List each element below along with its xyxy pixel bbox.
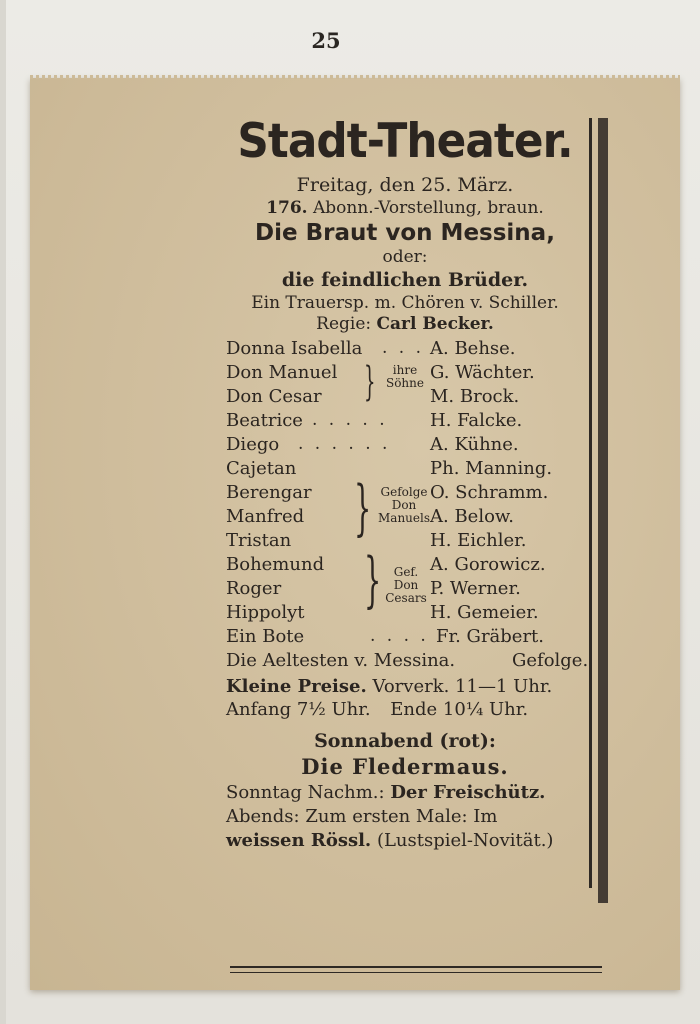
play-title: Die Braut von Messina, — [255, 220, 555, 246]
cast-role: Tristan — [226, 530, 292, 551]
cast-role: Don Cesar — [226, 386, 322, 407]
cast-role: Cajetan — [226, 458, 297, 479]
times-line — [226, 701, 528, 719]
cast-role: Ein Bote — [226, 626, 305, 647]
cast-actor: G. Wächter. — [430, 362, 535, 383]
cast-actor: O. Schramm. — [430, 482, 549, 503]
cast-actor: Fr. Gräbert. — [436, 626, 545, 647]
column-rule — [589, 118, 592, 888]
cast-actor: A. Kühne. — [430, 434, 519, 455]
bottom-rule — [230, 966, 602, 968]
group-text: Gef. Don — [393, 565, 419, 593]
cast-actor: H. Gemeier. — [430, 602, 539, 623]
presale-hours: Vorverk. 11—1 Uhr. — [372, 676, 553, 697]
cast-dots: . . . . . — [312, 410, 388, 430]
group-label-sons — [384, 364, 426, 390]
cast-role: Berengar — [226, 482, 312, 503]
oder-line: oder: — [382, 247, 428, 267]
sunday-line — [226, 784, 545, 802]
group-label-cesar — [380, 566, 432, 606]
group-text: Don — [391, 498, 417, 513]
subscription-text: Abonn.-Vorstellung, braun. — [313, 198, 544, 218]
saturday-play: Die Fledermaus. — [301, 754, 509, 779]
cast-dots: . . . . . . — [298, 434, 391, 454]
cast-role: Manfred — [226, 506, 305, 527]
cast-role: Roger — [226, 578, 282, 599]
group-text: Söhne — [385, 376, 424, 391]
cast-actor: A. Behse. — [430, 338, 516, 359]
page-number: 25 — [311, 28, 341, 53]
group-text: Gefolge — [380, 485, 428, 499]
cast-role: Don Manuel — [226, 362, 338, 383]
cast-dots: . . . — [382, 338, 425, 358]
brace-manuel-retinue: } — [354, 473, 372, 543]
prices-label: Kleine Preise. — [226, 676, 367, 697]
group-label-manuel — [374, 486, 434, 526]
column-rule-torn — [598, 118, 608, 903]
evening-genre: (Lustspiel-Novität.) — [376, 830, 554, 851]
theater-title: Stadt-Theater. — [237, 114, 573, 169]
group-text: ihre — [392, 363, 418, 377]
director-name: Carl Becker. — [376, 314, 494, 334]
album-page-edge — [0, 0, 6, 1024]
evening-label: Abends: — [226, 806, 300, 827]
cast-actor: A. Below. — [430, 506, 514, 527]
brace-sons: } — [364, 359, 376, 405]
cast-role: Hippolyt — [226, 602, 305, 623]
cast-role: Diego — [226, 434, 280, 455]
evening-line — [226, 808, 497, 826]
cast-actor: A. Gorowicz. — [430, 554, 546, 575]
direction-line — [224, 316, 586, 333]
cast-actor: H. Eichler. — [430, 530, 527, 551]
cast-actor: M. Brock. — [430, 386, 520, 407]
cast-actor: Ph. Manning. — [430, 458, 553, 479]
brace-cesar-retinue: } — [364, 545, 382, 615]
direction-label: Regie: — [316, 314, 372, 334]
elders-role: Gefolge. — [512, 650, 589, 671]
date-line: Freitag, den 25. März. — [296, 174, 514, 196]
cast-dots: . . . . — [370, 626, 429, 646]
cast-role: Beatrice — [226, 410, 303, 431]
evening-play-line — [226, 832, 553, 850]
group-text: Manuels — [378, 511, 430, 526]
sunday-label: Sonntag Nachm.: — [226, 782, 385, 803]
genre-line: Ein Trauersp. m. Chören v. Schiller. — [251, 293, 559, 313]
group-text: Cesars — [385, 591, 427, 606]
subscription-line — [224, 200, 586, 217]
cast-role: Donna Isabella — [226, 338, 363, 359]
saturday-heading: Sonnabend (rot): — [314, 730, 496, 752]
evening-play: weissen Rössl. — [226, 830, 372, 851]
evening-note: Zum ersten Male: Im — [305, 806, 498, 827]
cast-role: Bohemund — [226, 554, 325, 575]
play-subtitle: die feindlichen Brüder. — [281, 269, 529, 291]
sunday-play: Der Freischütz. — [390, 782, 546, 803]
elders-line: Die Aeltesten v. Messina. — [226, 650, 456, 671]
start-time: Anfang 7½ Uhr. — [226, 699, 371, 720]
end-time: Ende 10¼ Uhr. — [390, 699, 529, 720]
bottom-rule-thin — [230, 972, 602, 973]
prices-line — [226, 678, 552, 696]
performance-number: 176. — [266, 198, 308, 218]
cast-actor: P. Werner. — [430, 578, 521, 599]
cast-actor: H. Falcke. — [430, 410, 523, 431]
